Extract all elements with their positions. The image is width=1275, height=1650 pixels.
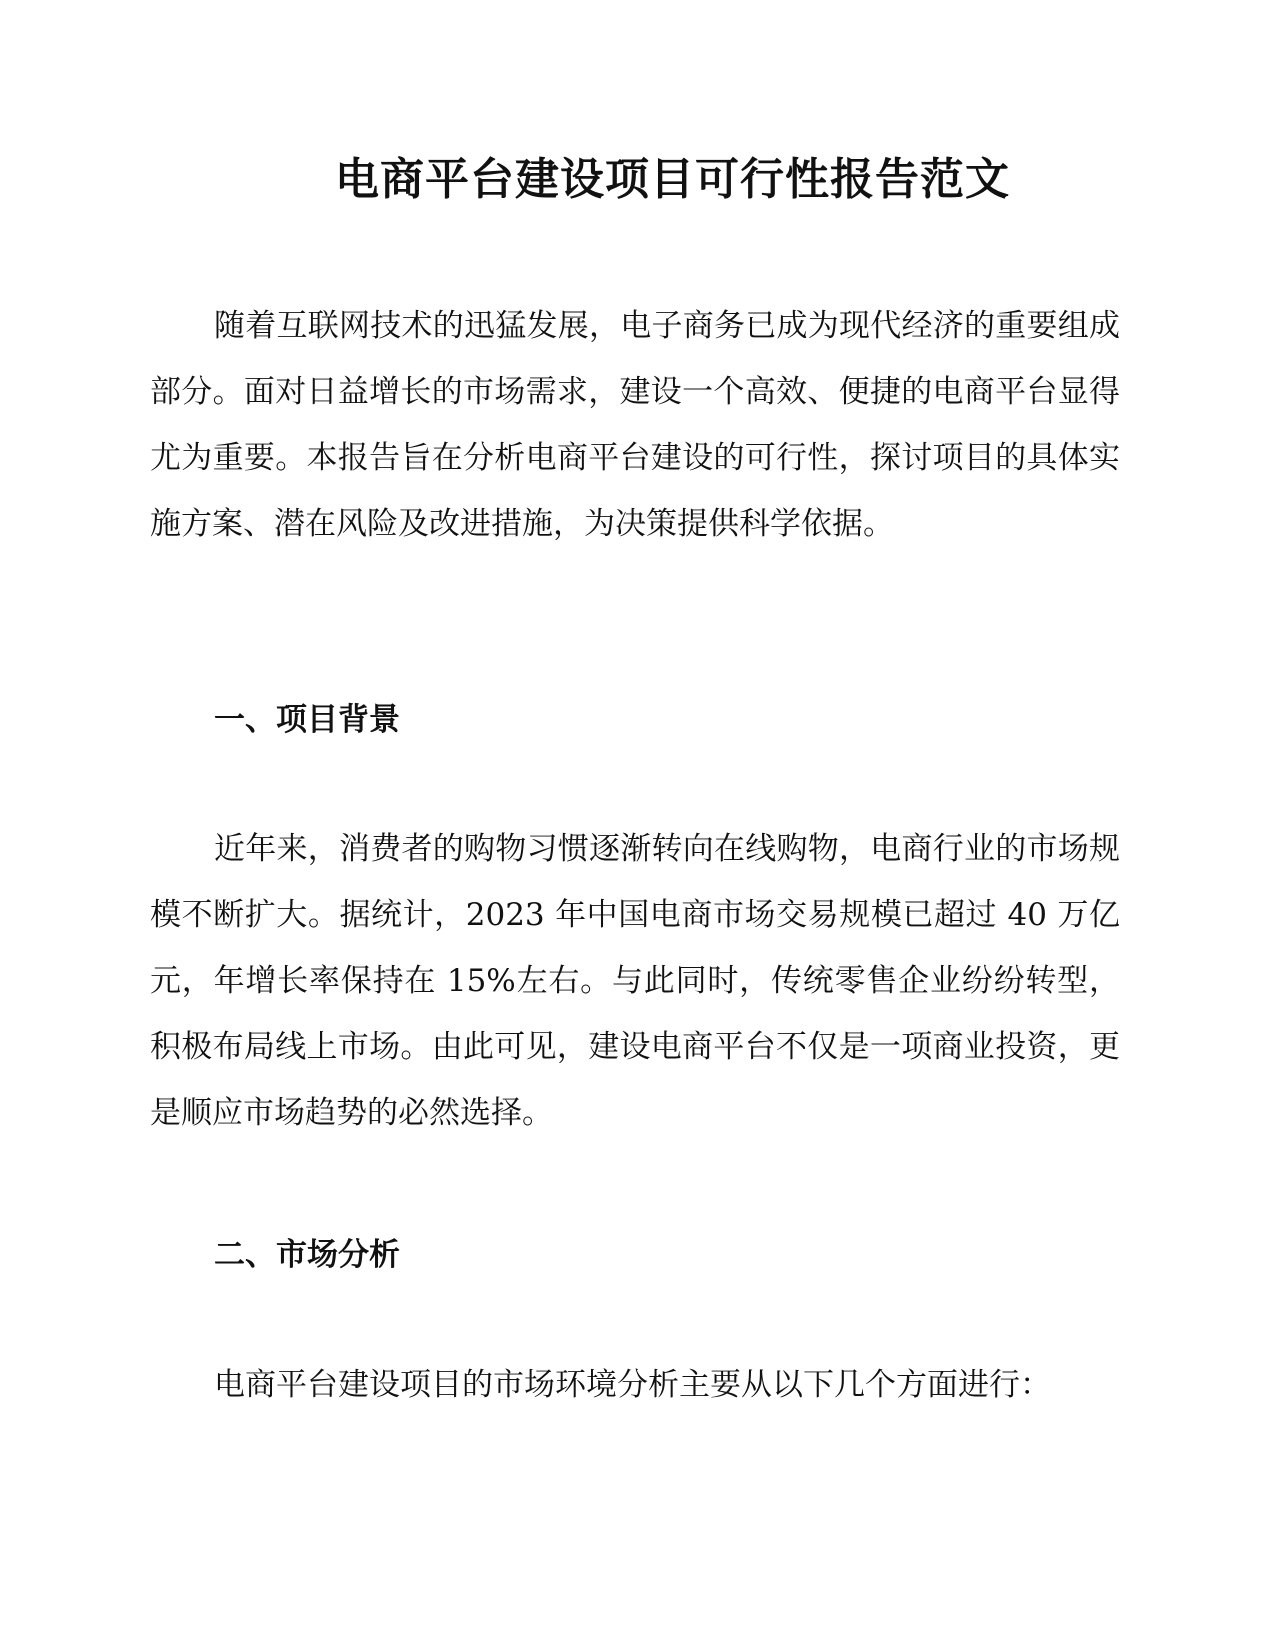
section-heading-market-analysis: 二、市场分析: [214, 1237, 400, 1273]
background-paragraph: 近年来，消费者的购物习惯逐渐转向在线购物，电商行业的市场规模不断扩大。据统计，2023 年中国电商市场交易规模已超过 40 万亿元，年增长率保持在 15%左右。与此同时，传统零售企业纷纷转型，积极布局线上市场。由此可见，建设电商平台不仅是一项商业投资，更是顺应市场趋势的必然选择。: [150, 831, 1120, 1131]
intro-paragraph: 随着互联网技术的迅猛发展，电子商务已成为现代经济的重要组成部分。面对日益增长的市场需求，建设一个高效、便捷的电商平台显得尤为重要。本报告旨在分析电商平台建设的可行性，探讨项目的具体实施方案、潜在风险及改进措施，为决策提供科学依据。: [150, 308, 1120, 542]
market-analysis-paragraph: 电商平台建设项目的市场环境分析主要从以下几个方面进行：: [214, 1367, 1051, 1403]
section-heading-background: 一、项目背景: [214, 702, 400, 738]
document-title: 电商平台建设项目可行性报告范文: [335, 154, 1010, 205]
